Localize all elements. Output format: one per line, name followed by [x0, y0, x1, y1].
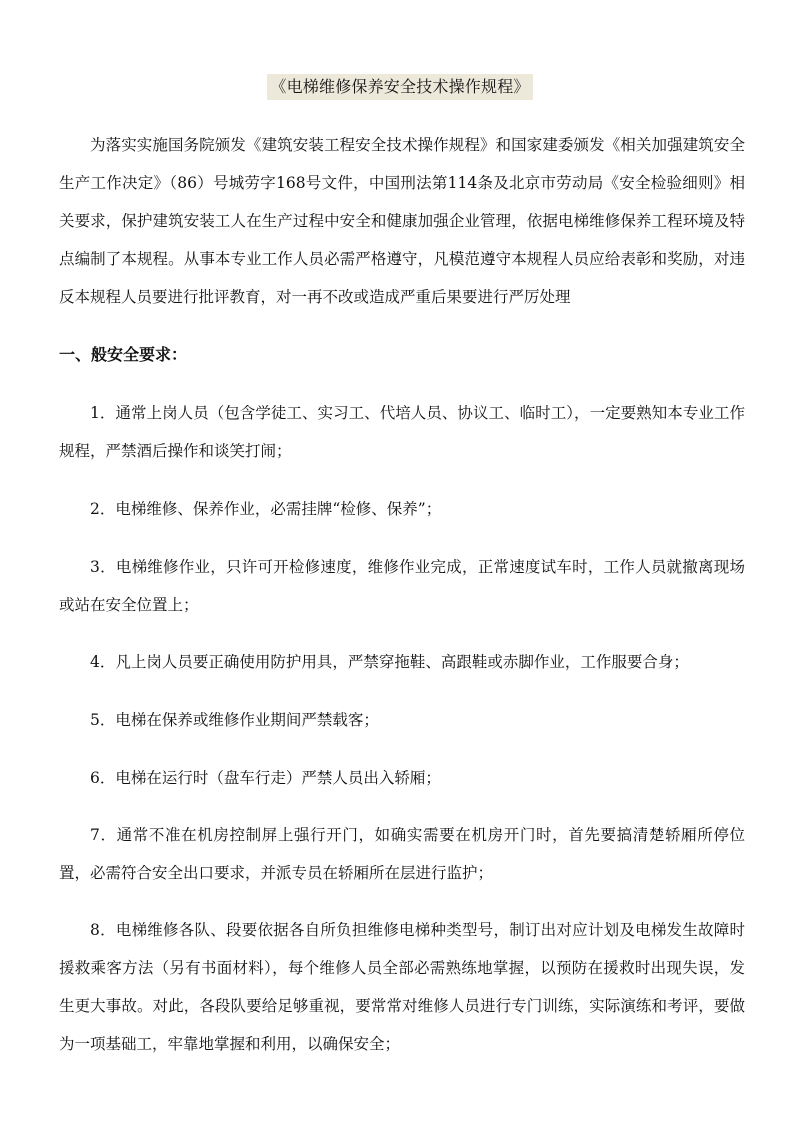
list-item: 8．电梯维修各队、段要依据各自所负担维修电梯种类型号，制订出对应计划及电梯发生故障时援救乘客方法（另有书面材料），每个维修人员全部必需熟练地掌握，以预防在援救时出现失误，发生更大事故。对此，各段队要给足够重视，要常常对维修人员进行专门训练，实际演练和考评，要做为一项基础工，牢靠地掌握和利用，以确保安全；: [59, 921, 745, 1053]
list-item: 7．通常不准在机房控制屏上强行开门，如确实需要在机房开门时，首先要搞清楚轿厢所停位置，必需符合安全出口要求，并派专员在轿厢所在层进行监护；: [59, 826, 745, 882]
list-item: 5．电梯在保养或维修作业期间严禁载客；: [90, 711, 379, 729]
intro-paragraph: 为落实实施国务院颁发《建筑安装工程安全技术操作规程》和国家建委颁发《相关加强建筑安全生产工作决定》（86）号城劳字168号文件，中国刑法第114条及北京市劳动局《安全检验细则》相关要求，保护建筑安装工人在生产过程中安全和健康加强企业管理，依据电梯维修保养工程环境及特点编制了本规程。从事本专业工作人员必需严格遵守，凡模范遵守本规程人员应给表彰和奖励，对违反本规程人员要进行批评教育，对一再不改或造成严重后果要进行严厉处理: [59, 136, 745, 306]
document-title: 《电梯维修保养安全技术操作规程》: [267, 74, 532, 100]
section-heading: 一、般安全要求：: [59, 345, 188, 364]
list-item: 3．电梯维修作业，只许可开检修速度，维修作业完成，正常速度试车时，工作人员就撤离现场或站在安全位置上；: [59, 558, 745, 614]
list-item: 6．电梯在运行时（盘车行走）严禁人员出入轿厢；: [90, 769, 441, 787]
list-item: 1．通常上岗人员（包含学徒工、实习工、代培人员、协议工、临时工），一定要熟知本专业工作规程，严禁酒后操作和谈笑打闹；: [59, 404, 745, 460]
title-wrap: [0, 74, 800, 100]
list-item: 4．凡上岗人员要正确使用防护用具，严禁穿拖鞋、高跟鞋或赤脚作业，工作服要合身；: [90, 653, 689, 671]
list-item: 2．电梯维修、保养作业，必需挂牌“检修、保养”；: [90, 500, 442, 518]
